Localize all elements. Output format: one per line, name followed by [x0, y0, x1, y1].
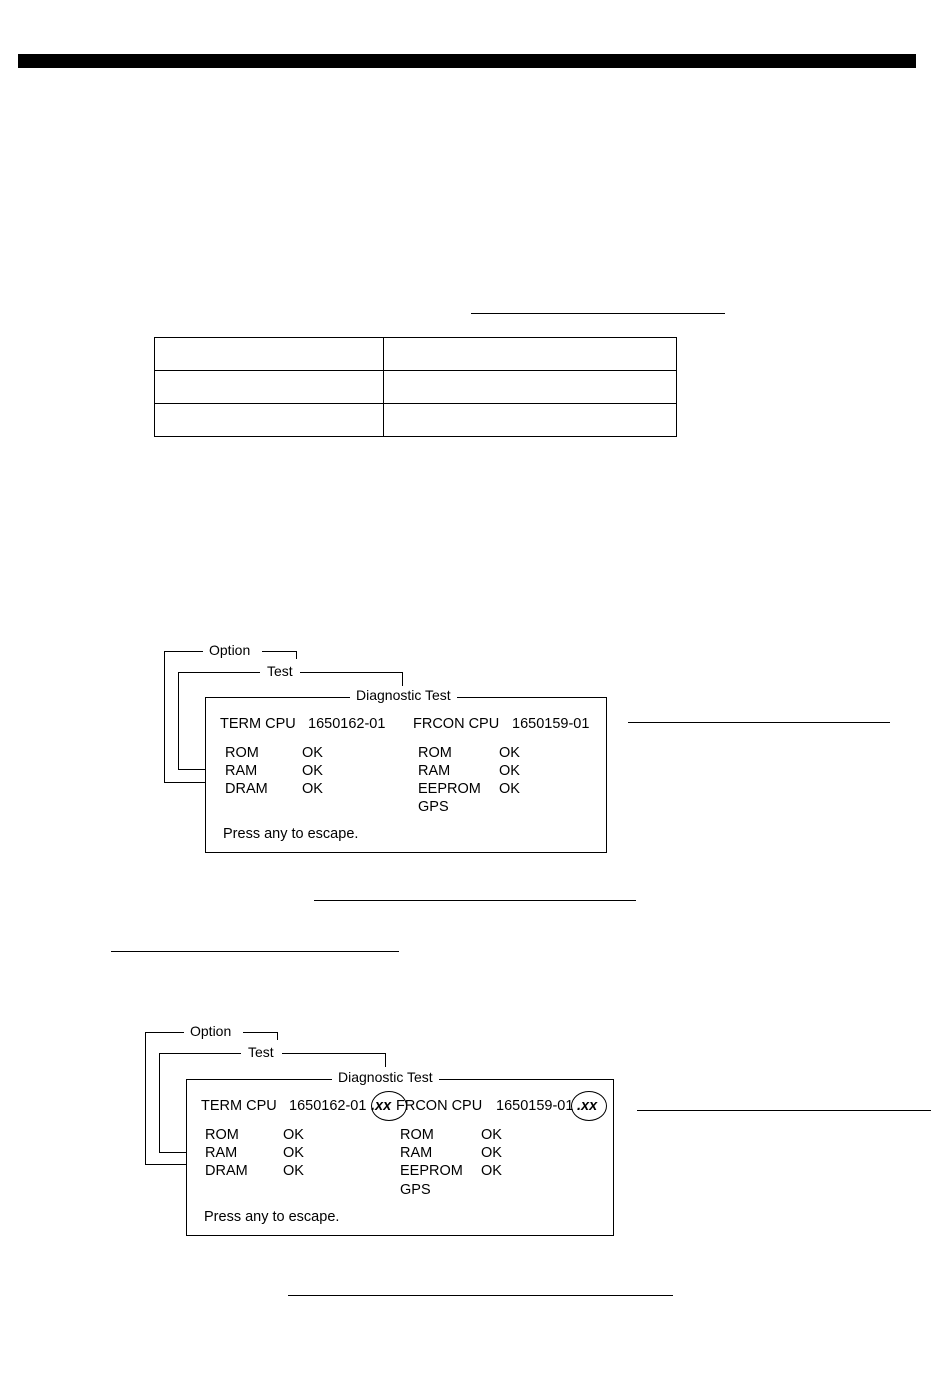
- right-item-name: EEPROM: [418, 781, 481, 797]
- right-item-status: OK: [481, 1127, 502, 1143]
- left-item-name: RAM: [205, 1145, 238, 1161]
- left-item-name: DRAM: [205, 1163, 248, 1179]
- left-item-status: OK: [283, 1145, 304, 1161]
- test-frame-edge: [385, 1053, 386, 1067]
- right-item-status: OK: [499, 781, 520, 797]
- right-item-status: OK: [499, 763, 520, 779]
- escape-hint: Press any to escape.: [204, 1209, 340, 1225]
- term-cpu-number: 1650162-01: [308, 716, 386, 732]
- frcon-cpu-version: .xx: [577, 1098, 598, 1114]
- left-item-name: DRAM: [225, 781, 268, 797]
- right-item-name: GPS: [418, 799, 449, 815]
- test-frame-top: [282, 1053, 385, 1054]
- option-frame-edge: [145, 1032, 146, 1164]
- option-frame-bottom: [145, 1164, 187, 1165]
- right-item-name: RAM: [418, 763, 451, 779]
- version-highlight-circle: [571, 1091, 607, 1121]
- term-cpu-label: TERM CPU: [220, 716, 296, 732]
- option-frame-top: [243, 1032, 277, 1033]
- right-item-status: OK: [499, 745, 520, 761]
- left-item-status: OK: [283, 1127, 304, 1143]
- window-title: Diagnostic Test: [332, 1069, 439, 1085]
- frcon-cpu-label: FRCON CPU: [413, 716, 500, 732]
- left-item-status: OK: [302, 781, 323, 797]
- left-item-status: OK: [302, 763, 323, 779]
- test-frame-top: [159, 1053, 241, 1054]
- left-item-status: OK: [283, 1163, 304, 1179]
- left-item-name: ROM: [205, 1127, 239, 1143]
- escape-hint: Press any to escape.: [223, 826, 359, 842]
- window-title: Diagnostic Test: [350, 687, 457, 703]
- left-item-name: RAM: [225, 763, 258, 779]
- right-item-name: RAM: [400, 1145, 433, 1161]
- right-item-name: ROM: [400, 1127, 434, 1143]
- term-cpu-number: 1650162-01: [289, 1098, 367, 1114]
- test-frame-bottom: [159, 1152, 187, 1153]
- frcon-cpu-label: FRCON CPU: [396, 1098, 483, 1114]
- left-item-name: ROM: [225, 745, 259, 761]
- menu-option-label[interactable]: Option: [203, 642, 256, 658]
- option-frame-edge: [277, 1032, 278, 1040]
- right-item-name: GPS: [400, 1182, 431, 1198]
- left-item-status: OK: [302, 745, 323, 761]
- right-item-status: OK: [481, 1145, 502, 1161]
- right-item-name: EEPROM: [400, 1163, 463, 1179]
- term-cpu-version: .xx: [371, 1098, 392, 1114]
- term-cpu-label: TERM CPU: [201, 1098, 277, 1114]
- frcon-cpu-number: 1650159-01: [496, 1098, 574, 1114]
- test-frame-edge: [159, 1053, 160, 1152]
- right-item-status: OK: [481, 1163, 502, 1179]
- menu-test-label[interactable]: Test: [242, 1044, 280, 1060]
- menu-test-label[interactable]: Test: [261, 663, 299, 679]
- right-item-name: ROM: [418, 745, 452, 761]
- menu-option-label[interactable]: Option: [184, 1023, 237, 1039]
- option-frame-top: [145, 1032, 185, 1033]
- frcon-cpu-number: 1650159-01: [512, 716, 590, 732]
